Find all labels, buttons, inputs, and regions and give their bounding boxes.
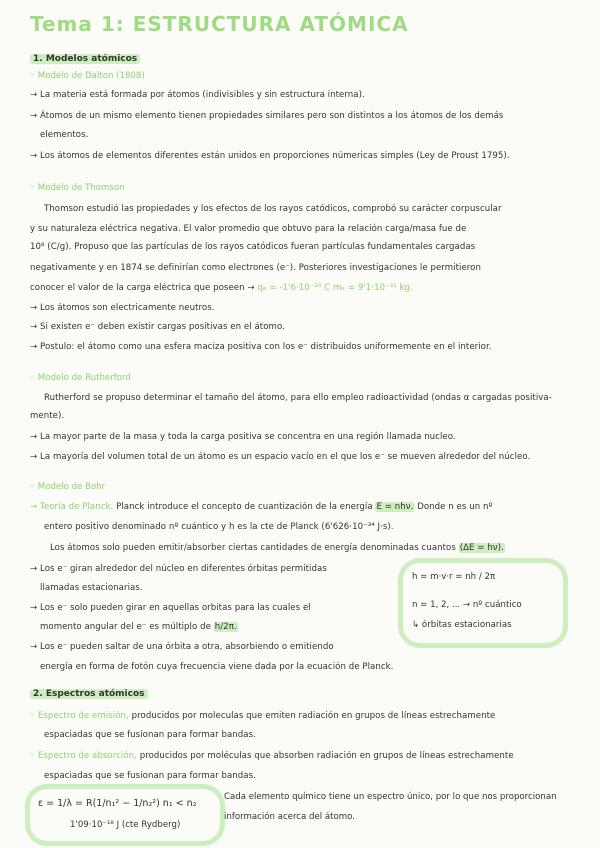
bohr-line-3 — [50, 543, 505, 554]
dalton-line-3: elementos. — [40, 130, 89, 140]
section-heading-models: 1. Modelos atómicos — [30, 54, 140, 64]
subheading-rutherford: ◦ Modelo de Rutherford — [30, 373, 131, 383]
subheading-dalton: ◦ Modelo de Dalton (1808) — [30, 71, 145, 81]
bohr-line-9: energía en forma de fotón cuya frecuencia viene dada por la ecuación de Planck. — [40, 662, 394, 672]
subheading-thomson: ◦ Modelo de Thomson — [30, 183, 125, 193]
thomson-line-8: → Postulo: el átomo como una esfera maciza positiva con los e⁻ distribuidos uniformemente en el interior. — [30, 342, 492, 352]
planck-theory-text-2: Donde n es un nº — [417, 502, 493, 512]
absorption-spectrum-text: producidos por moléculas que absorben radiación en grupos de líneas estrechamente — [139, 751, 514, 761]
bohr-line-2: entero positivo denominado nº cuántico y h es la cte de Planck (6'626·10⁻³⁴ J·s). — [44, 522, 394, 532]
quanta-text: Los átomos solo pueden emitir/absorber ciertas cantidades de energía denominadas cuantos — [50, 543, 456, 553]
angular-momentum-text: momento angular del e⁻ es múltiplo de — [40, 622, 211, 632]
absorption-spectrum-label: ◦ Espectro de absorción, — [30, 751, 137, 761]
quanta-equation: (ΔE = hν). — [459, 543, 504, 553]
spectra-note-line-2: información acerca del átomo. — [224, 812, 355, 822]
dalton-line-2: → Átomos de un mismo elemento tienen propiedades similares pero son distintos a los átomos de los demás — [30, 111, 504, 121]
thomson-line-7: → Si existen e⁻ deben existir cargas positivas en el átomo. — [30, 322, 285, 332]
dalton-line-1: → La materia está formada por átomos (indivisibles y sin estructura interna). — [30, 90, 365, 100]
bohr-box-quantum-number: n = 1, 2, ... → nº cuántico — [412, 600, 522, 610]
planck-theory-label: → Teoría de Planck. — [30, 502, 114, 512]
spectra-note-line-1: Cada elemento químico tiene un espectro único, por lo que nos proporcionan — [224, 792, 557, 802]
thomson-line-2: y su naturaleza eléctrica negativa. El valor promedio que obtuvo para la relación carga/masa fue de — [30, 224, 467, 234]
bohr-line-7 — [40, 622, 238, 633]
bohr-line-8: → Los e⁻ pueden saltar de una órbita a otra, absorbiendo o emitiendo — [30, 642, 334, 652]
spectra-line-3 — [30, 751, 514, 762]
rydberg-formula-box — [25, 784, 225, 846]
subheading-bohr: ◦ Modelo de Bohr — [30, 482, 106, 492]
angular-momentum-quantum: h/2π. — [214, 622, 237, 632]
section-heading-spectra: 2. Espectros atómicos — [30, 689, 148, 699]
emission-spectrum-label: ◦ Espectro de emisión, — [30, 711, 129, 721]
bohr-line-1 — [30, 502, 493, 513]
page-title: Tema 1: ESTRUCTURA ATÓMICA — [30, 12, 409, 36]
planck-equation: E = nhν. — [376, 502, 414, 512]
emission-spectrum-text: producidos por moleculas que emiten radiación en grupos de líneas estrechamente — [131, 711, 496, 721]
spectra-line-2: espaciadas que se fusionan para formar bandas. — [44, 730, 256, 740]
bohr-box-orbits: ↳ órbitas estacionarias — [412, 620, 512, 630]
rutherford-line-1: Rutherford se propuso determinar el tamaño del átomo, para ello empleo radioactividad (ondas α cargadas positiva- — [44, 393, 552, 403]
bohr-box-equation: h = m·v·r = nh / 2π — [412, 572, 496, 582]
thomson-line-3: 10⁸ (C/g). Propuso que las partículas de los rayos catódicos fueran partículas fundamentales cargadas — [30, 242, 476, 252]
thomson-line-5-text: conocer el valor de la carga eléctrica que poseen → — [30, 283, 255, 293]
rutherford-line-4: → La mayoría del volumen total de un átomo es un espacio vacío en el que los e⁻ se mueven alrededor del núcleo. — [30, 452, 531, 462]
rydberg-constant: 1'09·10⁻¹⁸ J (cte Rydberg) — [70, 820, 181, 830]
rydberg-formula: ε = 1/λ = R(1/n₁² − 1/n₂²) n₁ < n₂ — [38, 798, 197, 809]
bohr-line-4: → Los e⁻ giran alrededor del núcleo en diferentes órbitas permitidas — [30, 564, 327, 574]
planck-theory-text: Planck introduce el concepto de cuantización de la energía — [116, 502, 373, 512]
thomson-line-6: → Los átomos son electricamente neutros. — [30, 303, 215, 313]
spectra-line-4: espaciadas que se fusionan para formar bandas. — [44, 771, 256, 781]
thomson-line-4: negativamente y en 1874 se definirían como electrones (e⁻). Posteriores investigaciones le permitieron — [30, 263, 481, 273]
bohr-line-5: llamadas estacionarias. — [40, 583, 143, 593]
bohr-line-6: → Los e⁻ solo pueden girar en aquellas orbitas para las cuales el — [30, 603, 311, 613]
dalton-line-4: → Los átomos de elementos diferentes están unidos en proporciones númericas simples (Ley de Proust 1795). — [30, 151, 510, 161]
thomson-line-5 — [30, 283, 413, 294]
thomson-line-1: Thomson estudió las propiedades y los efectos de los rayos catódicos, comprobó su carácter corpuscular — [44, 204, 502, 214]
electron-charge-mass: qₑ = -1'6·10⁻¹⁹ C mₑ = 9'1·10⁻³¹ kg. — [257, 283, 413, 293]
rutherford-line-3: → La mayor parte de la masa y toda la carga positiva se concentra en una región llamada nucleo. — [30, 432, 456, 442]
spectra-line-1 — [30, 711, 495, 722]
rutherford-line-2: mente). — [30, 411, 65, 421]
